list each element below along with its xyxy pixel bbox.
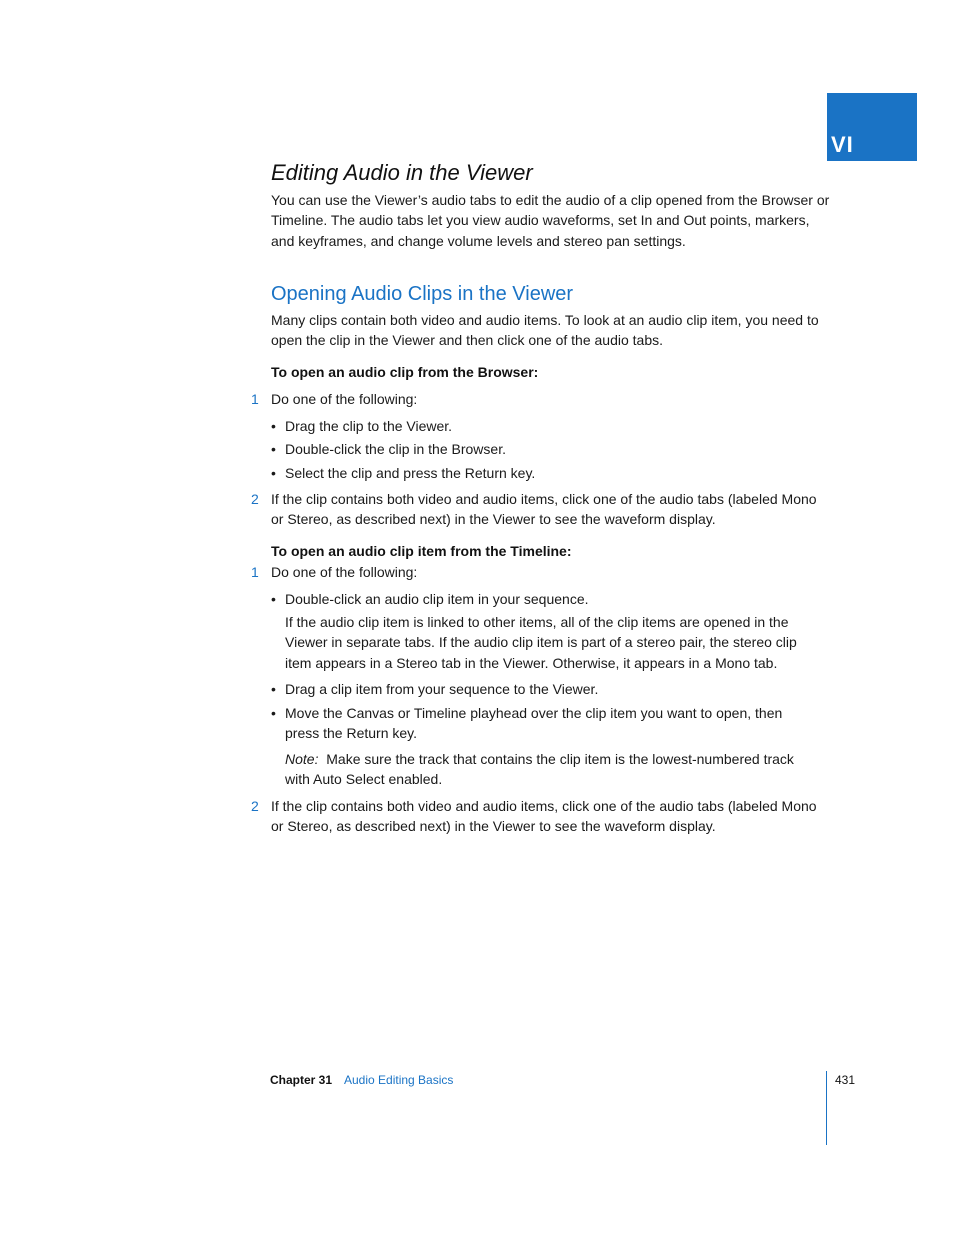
bullet-glyph: • [271,418,276,434]
note-label: Note: [285,751,319,767]
note [285,749,820,790]
part-tab-label: VI [831,132,854,157]
procedure-browser-lead: To open an audio clip from the Browser: [271,364,539,380]
step-number: 1 [251,391,259,407]
step-text: Do one of the following: [271,564,418,580]
footer-section-link[interactable]: Audio Editing Basics [344,1073,454,1087]
step-text: Do one of the following: [271,391,418,407]
list-item: Double-click an audio clip item in your sequence. [285,591,589,607]
step-text: If the clip contains both video and audio items, click one of the audio tabs (labeled Mono or Stereo, as described next) in the Viewer to see the waveform display. [271,491,817,528]
list-item: Double-click the clip in the Browser. [285,441,506,457]
footer-divider [826,1071,827,1145]
list-item: Select the clip and press the Return key. [285,465,536,481]
bullet-glyph: • [271,591,276,607]
subsection-title: Opening Audio Clips in the Viewer [271,283,574,305]
list-item-detail: If the audio clip item is linked to other items, all of the clip items are opened in the Viewer in separate tabs. If the audio clip item is part of a stereo pair, the stereo clip item appears in a Stereo tab in the Viewer. Otherwise, it appears in a Mono tab. [285,614,797,671]
step-number: 2 [251,798,259,814]
step-number: 1 [251,564,259,580]
section-title: Editing Audio in the Viewer [271,160,533,185]
bullet-glyph: • [271,681,276,697]
bullet-glyph: • [271,465,276,481]
note-text: Make sure the track that contains the clip item is the lowest-numbered track with Auto Select enabled. [285,751,794,788]
bullet-glyph: • [271,705,276,721]
list-item: Drag a clip item from your sequence to the Viewer. [285,681,599,697]
list-item: Move the Canvas or Timeline playhead over the clip item you want to open, then press the Return key. [285,705,783,742]
footer-chapter: Chapter 31 [270,1073,333,1087]
subsection-intro: Many clips contain both video and audio items. To look at an audio clip item, you need to open the clip in the Viewer and then click one of the audio tabs. [271,312,819,349]
step-number: 2 [251,491,259,507]
list-item: Drag the clip to the Viewer. [285,418,453,434]
page-number: 431 [835,1073,856,1087]
bullet-glyph: • [271,441,276,457]
step-text: If the clip contains both video and audio items, click one of the audio tabs (labeled Mono or Stereo, as described next) in the Viewer to see the waveform display. [271,798,817,835]
procedure-timeline-lead: To open an audio clip item from the Timeline: [271,543,572,559]
part-tab [827,93,917,161]
section-intro: You can use the Viewer’s audio tabs to edit the audio of a clip opened from the Browser or Timeline. The audio tabs let you view audio waveforms, set In and Out points, markers, and keyframes, and change volume levels and stereo pan settings. [271,192,830,249]
